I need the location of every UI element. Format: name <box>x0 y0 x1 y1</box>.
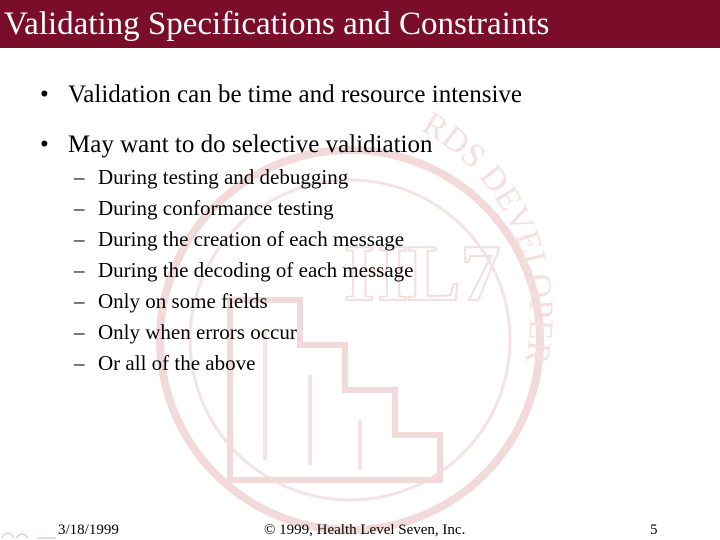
bullet-marker: • <box>40 131 49 158</box>
footer-copyright: © 1999, Health Level Seven, Inc. <box>264 522 466 538</box>
sub-bullet-text: During conformance testing <box>98 196 334 220</box>
sub-bullet-text: During testing and debugging <box>98 165 349 189</box>
sub-bullet-text: During the decoding of each message <box>98 258 414 282</box>
corner-logo-icon <box>0 526 60 540</box>
dash-marker: – <box>74 320 85 344</box>
dash-marker: – <box>74 351 85 375</box>
svg-text:RDS DEVELOPER: RDS DEVELOPER <box>415 104 560 367</box>
sub-bullet-text: Only on some fields <box>98 289 268 313</box>
dash-marker: – <box>74 196 85 220</box>
dash-marker: – <box>74 227 85 251</box>
page-number: 5 <box>650 522 658 538</box>
sub-bullet-text: Only when errors occur <box>98 320 297 344</box>
bullet-text: Validation can be time and resource intensive <box>68 81 523 108</box>
slide-title: Validating Specifications and Constraints <box>4 6 550 42</box>
dash-marker: – <box>74 165 85 189</box>
svg-text:HL7: HL7 <box>345 230 501 318</box>
bullet-marker: • <box>40 81 49 108</box>
dash-marker: – <box>74 289 85 313</box>
dash-marker: – <box>74 258 85 282</box>
sub-bullet-text: Or all of the above <box>98 351 256 375</box>
bullet-text: May want to do selective validiation <box>68 131 433 158</box>
footer-date: 3/18/1999 <box>58 522 119 538</box>
title-bar <box>0 0 720 48</box>
sub-bullet-text: During the creation of each message <box>98 227 405 251</box>
